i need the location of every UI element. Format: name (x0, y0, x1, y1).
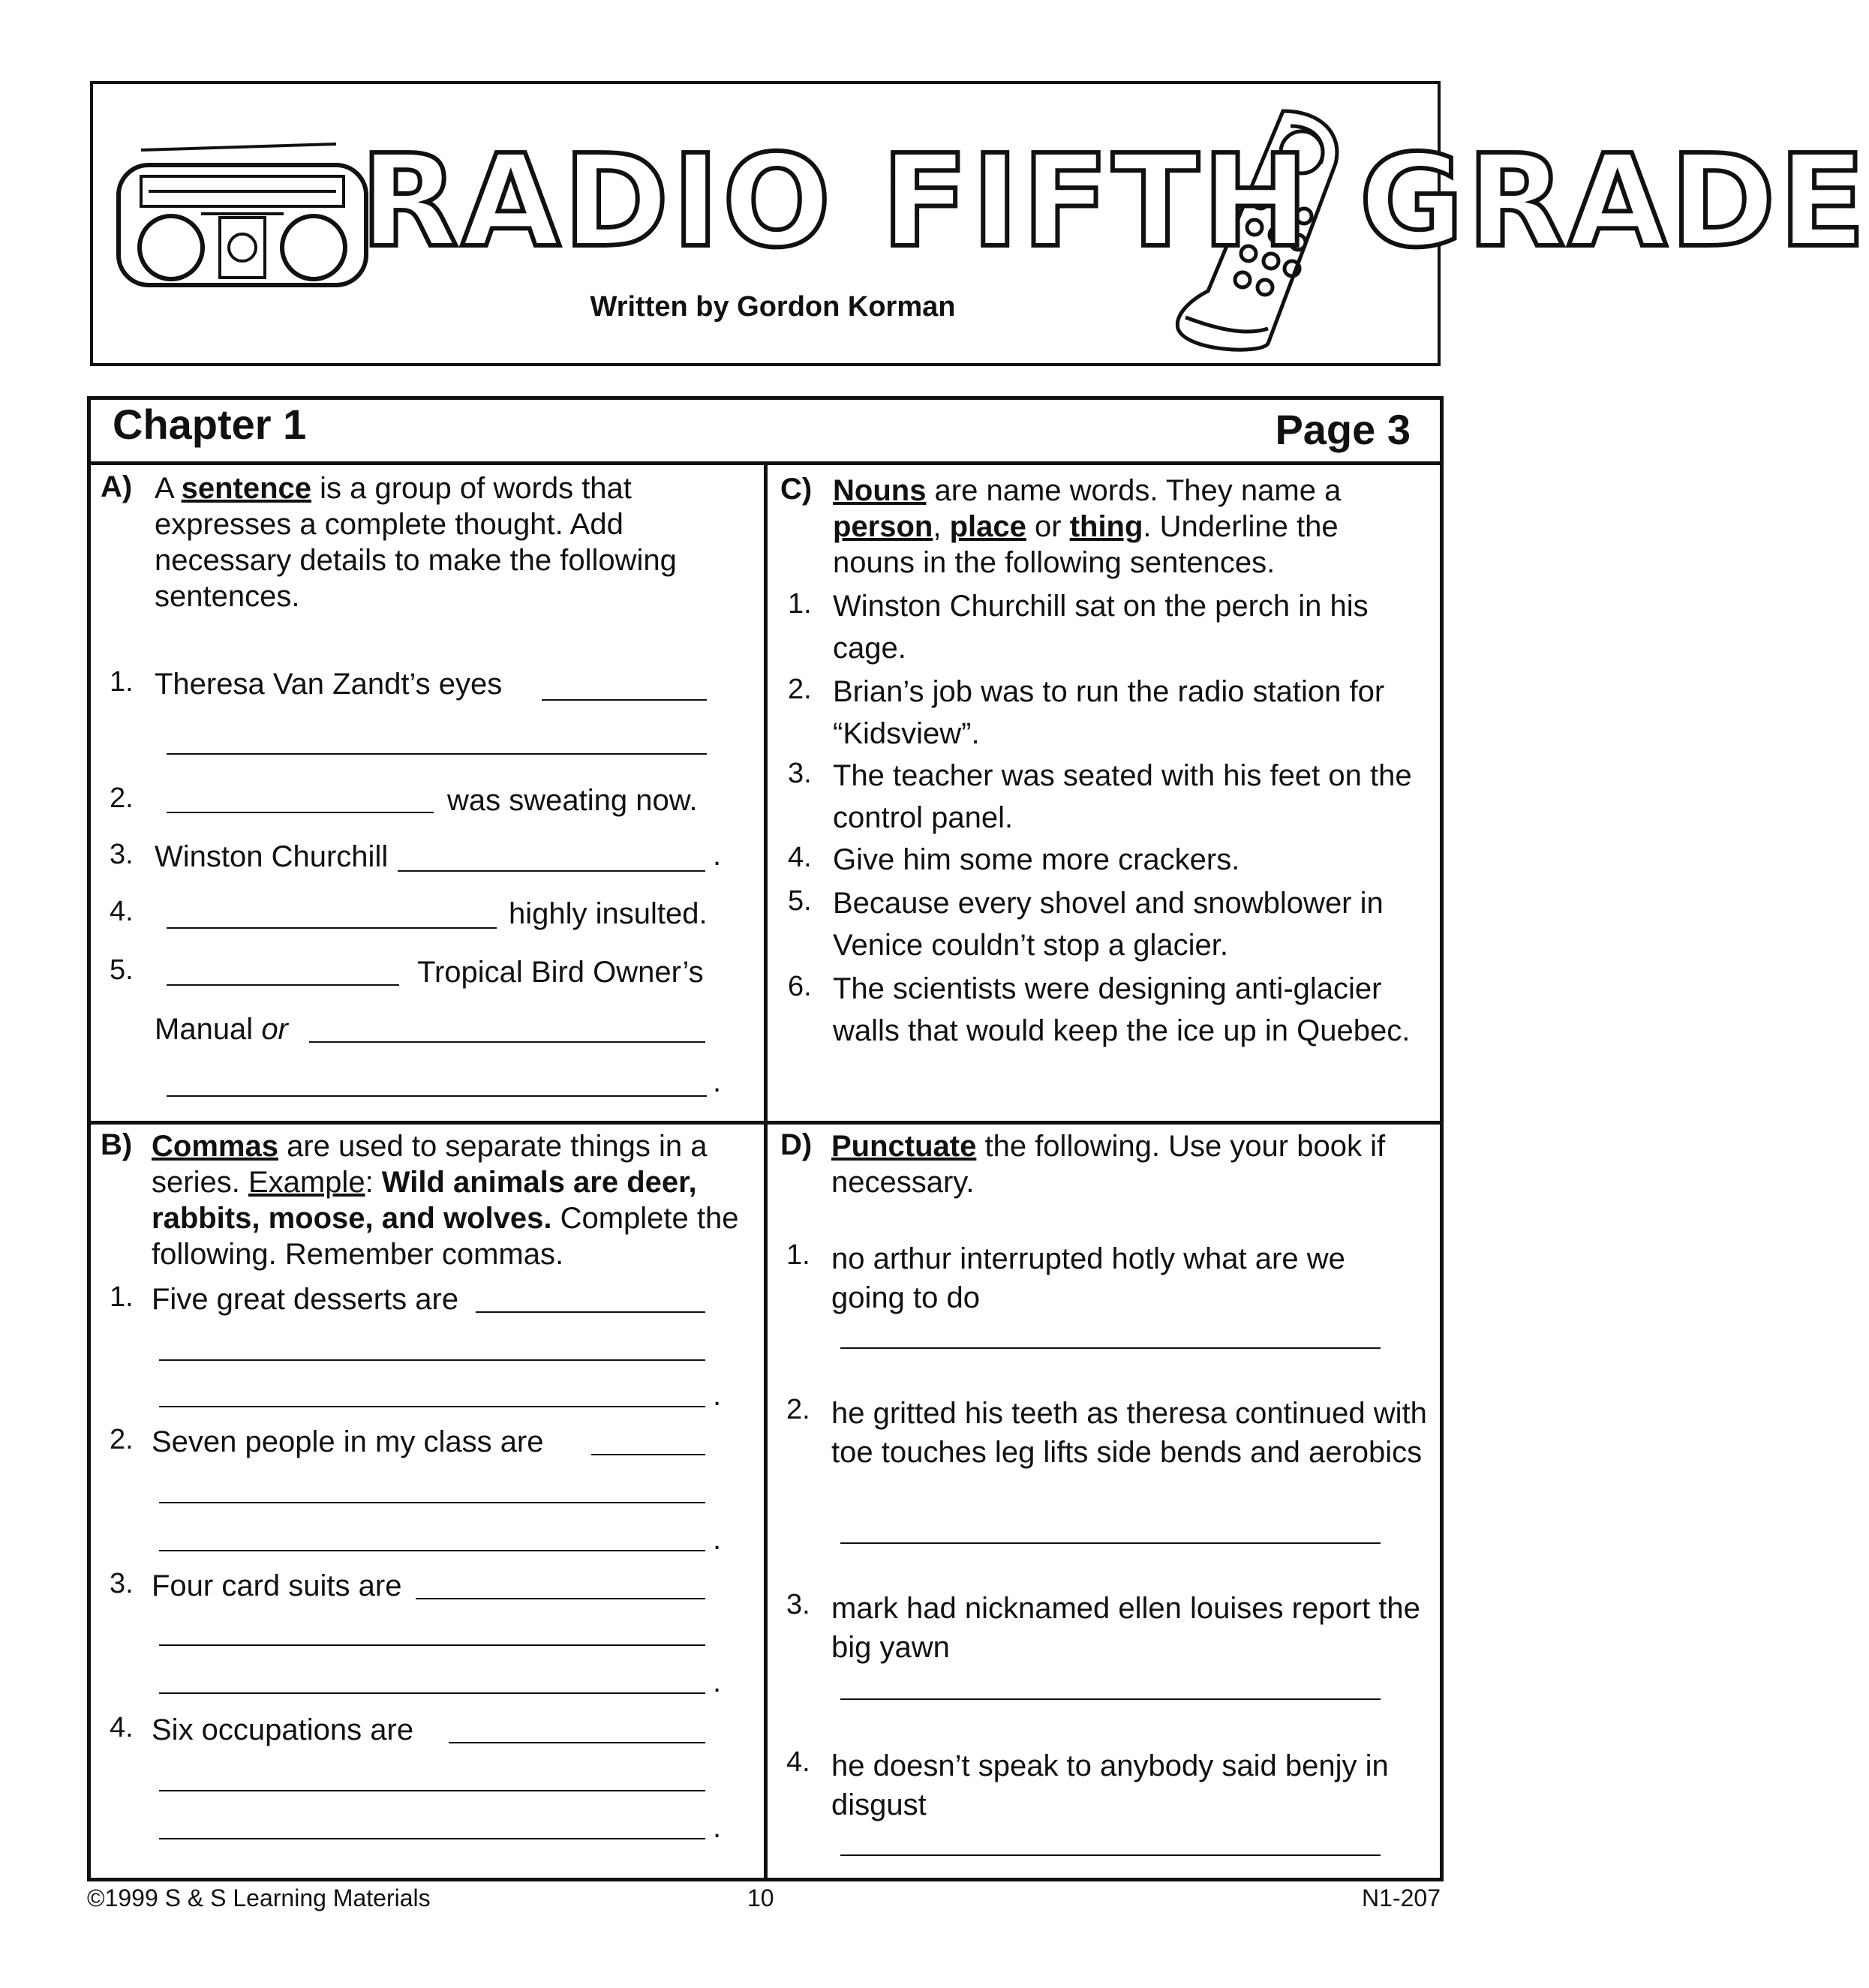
radio-icon (111, 143, 374, 293)
answer-line[interactable] (398, 870, 705, 872)
answer-line[interactable] (416, 1598, 705, 1599)
a-item-4-text: highly insulted. (509, 897, 708, 930)
answer-line[interactable] (159, 1692, 705, 1694)
period-mark: . (713, 1665, 722, 1698)
d-item-4-text: he doesn’t speak to anybody said benjy in disgust (831, 1749, 1389, 1821)
c-item-5-text: Because every shovel and snowblower in Venice couldn’t stop a glacier. (833, 887, 1384, 962)
answer-line[interactable] (542, 699, 707, 701)
answer-line[interactable] (159, 1644, 705, 1646)
answer-line[interactable] (167, 984, 399, 986)
d-item-1-text: no arthur interrupted hotly what are we going to do (831, 1242, 1345, 1314)
answer-line[interactable] (167, 753, 707, 755)
b-item-2-num: 2. (110, 1424, 134, 1455)
section-a-letter: A) (101, 470, 133, 503)
answer-line[interactable] (309, 1041, 705, 1043)
c-item-4-num: 4. (788, 842, 812, 873)
a-item-1-num: 1. (110, 666, 134, 698)
worksheet-title: RADIO FIFTH GRADE (360, 128, 1869, 276)
c-item-1-text: Winston Churchill sat on the perch in his cage. (833, 590, 1369, 665)
footer-page-number: 10 (747, 1884, 774, 1911)
answer-line[interactable] (167, 1095, 707, 1097)
answer-line[interactable] (167, 927, 497, 929)
period-mark: . (713, 839, 722, 872)
c-item-2-text: Brian’s job was to run the radio station for “Kidsview”. (833, 675, 1385, 750)
period-mark: . (713, 1379, 722, 1412)
section-a-intro: A sentence is a group of words that expresses a complete thought. Add necessary details to make the following sentences. (155, 472, 677, 613)
b-item-3-text: Four card suits are (152, 1569, 402, 1602)
c-item-6-text: The scientists were designing anti-glacier walls that would keep the ice up in Quebec. (833, 972, 1411, 1047)
section-c-letter: C) (780, 473, 813, 506)
footer-copyright: ©1999 S & S Learning Materials (87, 1884, 431, 1911)
period-mark: . (713, 1065, 722, 1098)
d-item-2-num: 2. (786, 1394, 810, 1425)
answer-line[interactable] (159, 1502, 705, 1503)
d-item-1-num: 1. (786, 1239, 810, 1271)
answer-line[interactable] (159, 1359, 705, 1361)
period-mark: . (713, 1523, 722, 1556)
d-item-3-text: mark had nicknamed ellen louises report the big yawn (831, 1592, 1420, 1664)
c-item-2-num: 2. (788, 674, 812, 705)
c-item-3-num: 3. (788, 758, 812, 789)
answer-line[interactable] (159, 1406, 705, 1407)
vertical-divider (764, 465, 768, 1881)
section-d-letter: D) (780, 1128, 813, 1161)
b-item-3-num: 3. (110, 1568, 134, 1599)
section-d-intro: Punctuate the following. Use your book if necessary. (831, 1130, 1386, 1199)
answer-line[interactable] (476, 1311, 705, 1313)
a-item-2-text: was sweating now. (447, 784, 698, 817)
b-item-4-text: Six occupations are (152, 1713, 414, 1746)
c-item-3-text: The teacher was seated with his feet on the control panel. (833, 759, 1412, 834)
answer-line[interactable] (159, 1550, 705, 1551)
answer-line[interactable] (840, 1854, 1381, 1856)
author-line: Written by Gordon Korman (590, 291, 956, 323)
a-item-3-num: 3. (110, 839, 134, 870)
horizontal-divider (87, 1121, 1444, 1125)
answer-line[interactable] (840, 1347, 1381, 1349)
page-label: Page 3 (1275, 406, 1411, 453)
period-mark: . (713, 1811, 722, 1844)
d-item-2-text: he gritted his teeth as theresa continued with toe touches leg lifts side bends and aerobics (831, 1397, 1427, 1469)
answer-line[interactable] (840, 1698, 1381, 1700)
d-item-3-num: 3. (786, 1589, 810, 1620)
answer-line[interactable] (159, 1838, 705, 1839)
d-item-4-num: 4. (786, 1746, 810, 1778)
answer-line[interactable] (449, 1742, 705, 1743)
section-b-intro: Commas are used to separate things in a series. Example: Wild animals are deer, rabbits, moose, and wolves. Complete the following. Remember commas. (152, 1130, 739, 1271)
answer-line[interactable] (591, 1454, 705, 1455)
answer-line[interactable] (840, 1542, 1381, 1544)
section-b-letter: B) (101, 1128, 133, 1161)
answer-line[interactable] (167, 812, 434, 813)
a-item-4-num: 4. (110, 896, 134, 927)
c-item-4-text: Give him some more crackers. (833, 843, 1240, 876)
b-item-1-text: Five great desserts are (152, 1283, 459, 1316)
a-item-2-num: 2. (110, 782, 134, 814)
b-item-2-text: Seven people in my class are (152, 1425, 544, 1458)
a-item-5-text: Tropical Bird Owner’s (417, 956, 704, 989)
footer-code: N1-207 (1362, 1884, 1441, 1911)
chapter-label: Chapter 1 (113, 401, 307, 448)
b-item-4-num: 4. (110, 1712, 134, 1743)
a-item-3-text: Winston Churchill (155, 840, 389, 873)
c-item-5-num: 5. (788, 885, 812, 917)
c-item-6-num: 6. (788, 971, 812, 1002)
a-item-5-text2: Manual or (155, 1013, 288, 1046)
a-item-1-text: Theresa Van Zandt’s eyes (155, 668, 503, 701)
a-item-5-num: 5. (110, 954, 134, 986)
c-item-1-num: 1. (788, 588, 812, 620)
answer-line[interactable] (159, 1790, 705, 1791)
b-item-1-num: 1. (110, 1281, 134, 1313)
section-c-intro: Nouns are name words. They name a person, place or thing. Underline the nouns in the following sentences. (833, 474, 1342, 579)
